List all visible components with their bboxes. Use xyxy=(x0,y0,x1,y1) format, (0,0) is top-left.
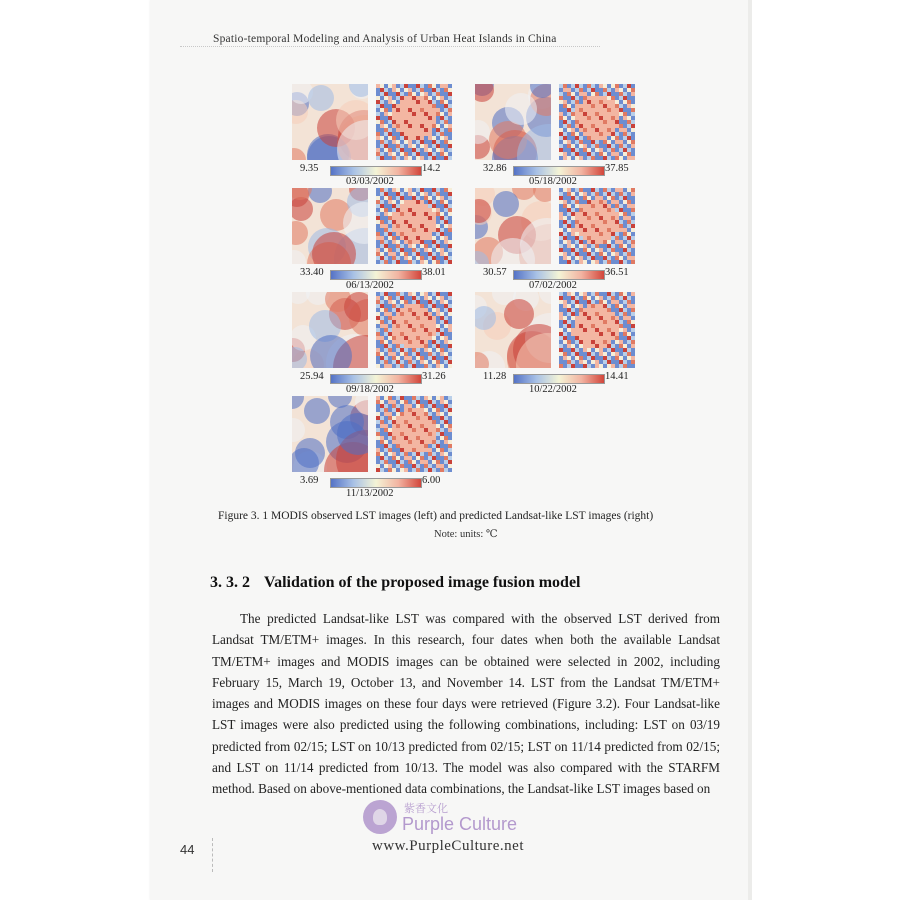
scale-min: 30.57 xyxy=(483,267,507,278)
section-heading xyxy=(210,574,580,592)
color-scale xyxy=(292,372,452,384)
color-scale-bar xyxy=(330,166,422,176)
scale-max: 36.51 xyxy=(605,267,629,278)
scale-max: 14.2 xyxy=(422,163,441,174)
figure-panel xyxy=(475,84,635,192)
header-rule xyxy=(180,46,600,47)
panel-date: 03/03/2002 xyxy=(346,176,394,187)
color-scale-bar xyxy=(513,166,605,176)
landsat-like-lst-image xyxy=(559,188,635,264)
figure-panel xyxy=(475,292,635,400)
watermark-url: www.PurpleCulture.net xyxy=(372,838,525,854)
scale-min: 32.86 xyxy=(483,163,507,174)
scale-max: 6.00 xyxy=(422,475,441,486)
color-scale-bar xyxy=(513,374,605,384)
modis-lst-image xyxy=(475,84,551,160)
color-scale xyxy=(475,268,635,280)
page-number: 44 xyxy=(180,842,195,857)
scale-max: 38.01 xyxy=(422,267,446,278)
landsat-like-lst-image xyxy=(376,396,452,472)
figure-panel xyxy=(475,188,635,296)
scale-max: 37.85 xyxy=(605,163,629,174)
color-scale-bar xyxy=(330,374,422,384)
panel-date: 06/13/2002 xyxy=(346,280,394,291)
panel-date: 11/13/2002 xyxy=(346,488,394,499)
figure-panel xyxy=(292,188,452,296)
figure-note: Note: units: ℃ xyxy=(434,529,498,540)
color-scale xyxy=(475,164,635,176)
figure-panel xyxy=(292,292,452,400)
color-scale-bar xyxy=(513,270,605,280)
scale-min: 33.40 xyxy=(300,267,324,278)
landsat-like-lst-image xyxy=(376,84,452,160)
landsat-like-lst-image xyxy=(376,188,452,264)
panel-date: 10/22/2002 xyxy=(529,384,577,395)
figure-caption: Figure 3. 1 MODIS observed LST images (left) and predicted Landsat-like LST images (right) xyxy=(218,510,654,522)
scale-min: 3.69 xyxy=(300,475,319,486)
landsat-like-lst-image xyxy=(559,292,635,368)
body-paragraph xyxy=(212,608,720,800)
scale-min: 25.94 xyxy=(300,371,324,382)
purple-culture-logo-icon xyxy=(363,800,397,834)
color-scale-bar xyxy=(330,270,422,280)
color-scale xyxy=(292,164,452,176)
watermark-chinese-text: 紫香文化 xyxy=(404,803,448,815)
color-scale xyxy=(292,476,452,488)
modis-lst-image xyxy=(292,84,368,160)
paragraph-text: The predicted Landsat-like LST was compared with the observed LST derived from Landsat TM/ETM+ images. In this research, four dates when both the available Landsat TM/ETM+ images and MODIS images can be obtained were selected in 2002, including February 15, March 19, October 13, and November 14. LST from the Landsat TM/ETM+ images and MODIS images on these four days were retrieved (Figure 3.2). Four Landsat-like LST images were also predicted using the following combinations, including: LST on 03/19 predicted from 02/15; LST on 10/13 predicted from 02/15; LST on 11/14 predicted from 02/15; and LST on 11/14 predicted from 10/13. The model was also compared with the STARFM method. Based on above-mentioned data combinations, the Landsat-like LST images based on xyxy=(212,611,720,797)
scale-min: 9.35 xyxy=(300,163,319,174)
scale-max: 14.41 xyxy=(605,371,629,382)
figure-panel xyxy=(292,84,452,192)
color-scale xyxy=(292,268,452,280)
panel-date: 09/18/2002 xyxy=(346,384,394,395)
panel-date: 07/02/2002 xyxy=(529,280,577,291)
modis-lst-image xyxy=(292,292,368,368)
section-number: 3. 3. 2 xyxy=(210,574,250,591)
section-title: Validation of the proposed image fusion model xyxy=(264,574,581,591)
panel-date: 05/18/2002 xyxy=(529,176,577,187)
modis-lst-image xyxy=(292,188,368,264)
page-edge xyxy=(748,0,752,900)
color-scale-bar xyxy=(330,478,422,488)
color-scale xyxy=(475,372,635,384)
modis-lst-image xyxy=(475,188,551,264)
modis-lst-image xyxy=(292,396,368,472)
figure-panel xyxy=(292,396,452,504)
running-head: Spatio-temporal Modeling and Analysis of Urban Heat Islands in China xyxy=(213,33,557,45)
page-number-rule xyxy=(212,838,213,872)
scale-min: 11.28 xyxy=(483,371,507,382)
landsat-like-lst-image xyxy=(376,292,452,368)
watermark-brand: Purple Culture xyxy=(402,814,518,834)
modis-lst-image xyxy=(475,292,551,368)
landsat-like-lst-image xyxy=(559,84,635,160)
scale-max: 31.26 xyxy=(422,371,446,382)
